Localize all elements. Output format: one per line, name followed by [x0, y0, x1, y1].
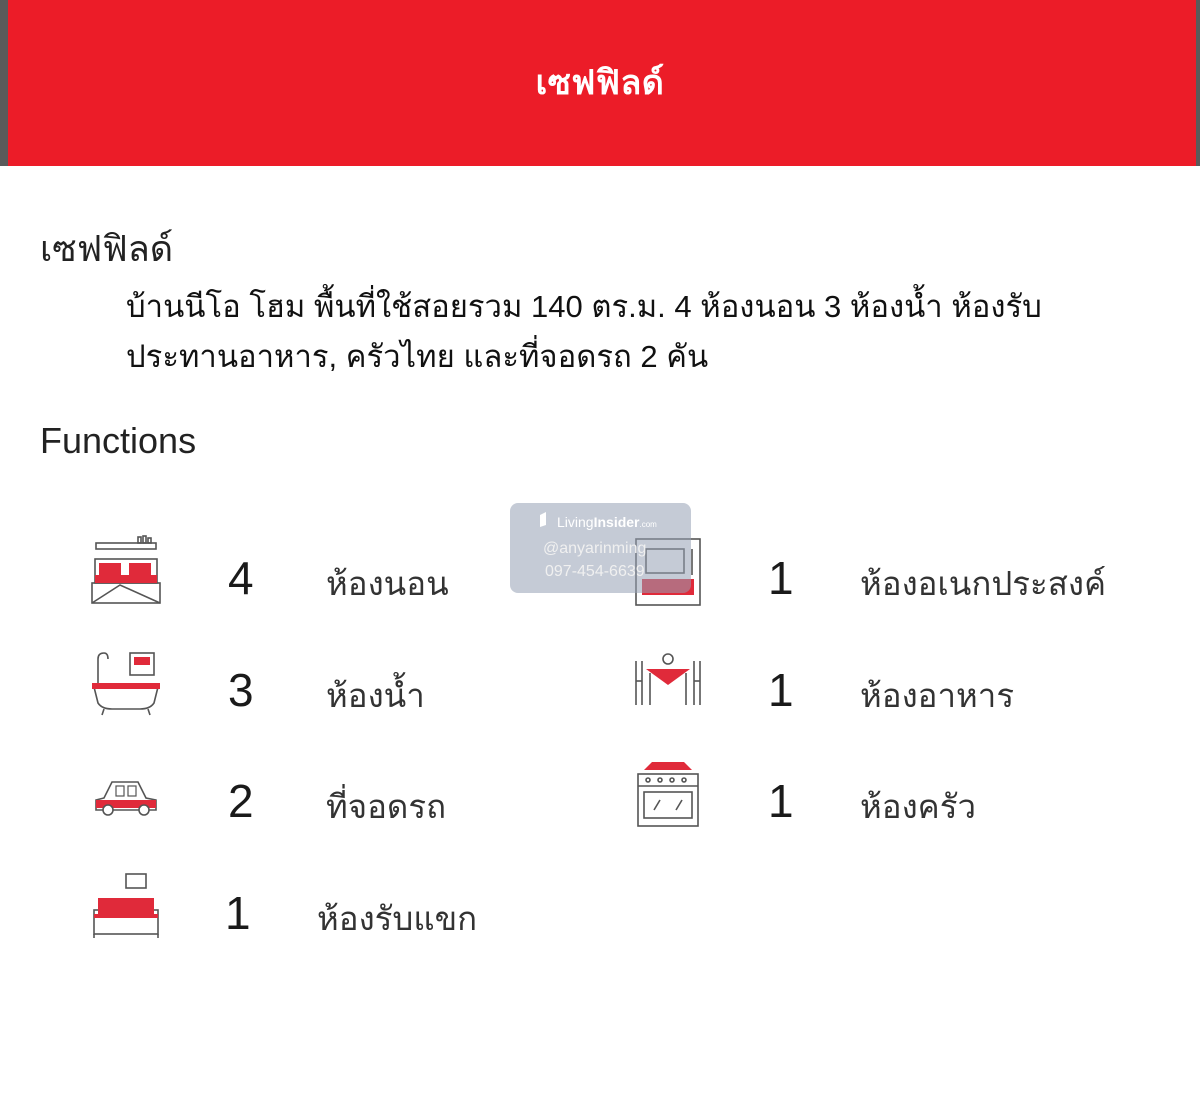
header-left-edge — [0, 0, 8, 166]
feature-kitchen — [632, 758, 1152, 838]
bedroom-label: ห้องนอน — [326, 565, 449, 602]
header-right-edge — [1196, 0, 1200, 166]
bathroom-label: ห้องน้ำ — [326, 677, 425, 714]
feature-dining-room — [632, 647, 1152, 727]
feature-living-room — [90, 870, 510, 950]
watermark-overlay — [510, 503, 691, 593]
kitchen-count: 1 — [768, 775, 794, 827]
feature-multipurpose-room — [632, 535, 1152, 615]
kitchen-label: ห้องครัว — [860, 788, 977, 825]
svg-text:LivingInsider.com: LivingInsider.com — [557, 514, 657, 530]
dining-table-icon — [632, 647, 704, 727]
multipurpose-room-label: ห้องอเนกประสงค์ — [860, 565, 1107, 602]
header-title: เซฟฟิลด์ — [535, 64, 665, 102]
bathtub-icon — [90, 647, 162, 727]
svg-text:097-454-6639: 097-454-6639 — [545, 563, 645, 580]
multipurpose-room-count: 1 — [768, 552, 794, 604]
model-name: เซฟฟิลด์ — [40, 228, 174, 269]
header-bar — [0, 0, 1200, 166]
feature-bedroom — [90, 535, 510, 615]
bathroom-count: 3 — [228, 664, 254, 716]
dining-room-count: 1 — [768, 664, 794, 716]
model-description: บ้านนีโอ โฮม พื้นที่ใช้สอยรวม 140 ตร.ม. 4 ห้องนอน 3 ห้องน้ำ ห้องรับประทานอาหาร, ครัวไทย และที่จอดรถ 2 คัน — [126, 289, 1042, 374]
feature-bathroom — [90, 647, 510, 727]
parking-label: ที่จอดรถ — [326, 788, 447, 825]
bedroom-count: 4 — [228, 552, 254, 604]
watermark-logo — [510, 503, 691, 593]
parking-count: 2 — [228, 775, 254, 827]
dining-room-label: ห้องอาหาร — [860, 677, 1015, 714]
functions-heading: Functions — [40, 420, 197, 461]
bed-icon — [90, 535, 162, 615]
car-icon — [90, 758, 162, 838]
living-room-label: ห้องรับแขก — [317, 900, 478, 937]
sofa-icon — [90, 870, 162, 950]
kitchen-stove-icon — [632, 758, 704, 838]
svg-text:@anyarinming: @anyarinming — [543, 540, 647, 557]
feature-parking — [90, 758, 510, 838]
living-room-count: 1 — [225, 887, 251, 939]
